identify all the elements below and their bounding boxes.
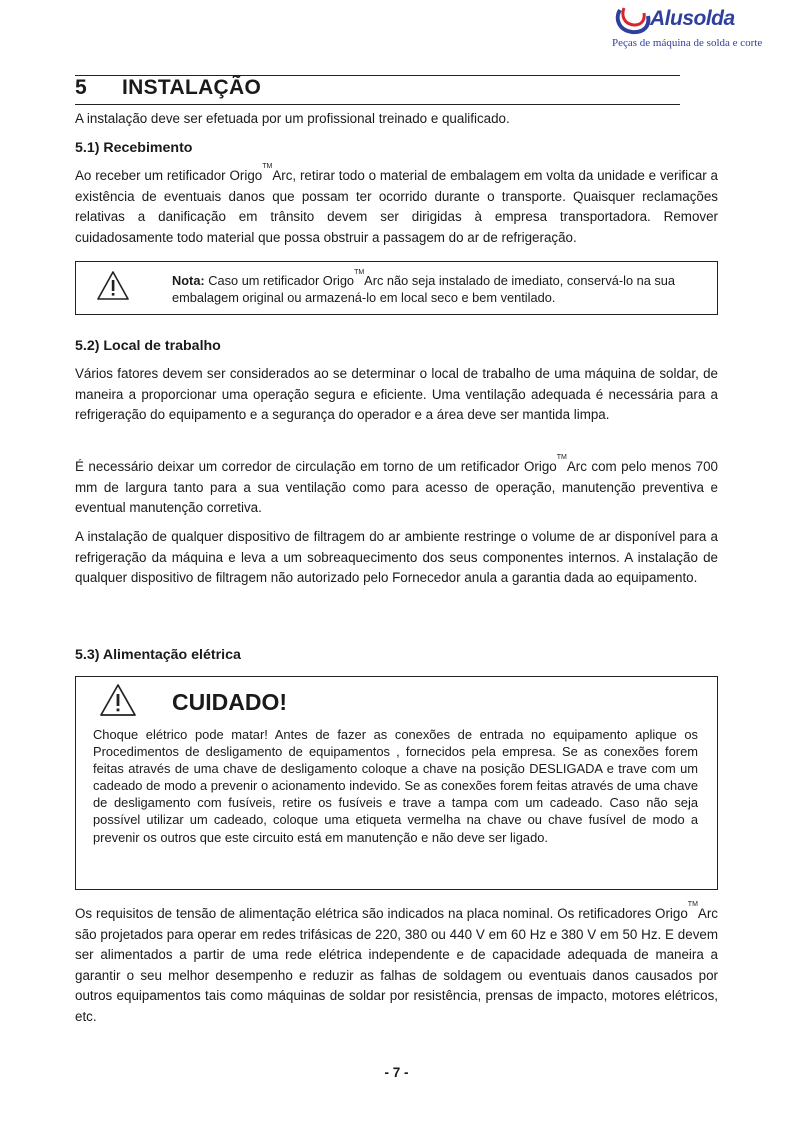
page-number: - 7 - <box>384 1065 409 1080</box>
caution-title: CUIDADO! <box>172 689 287 715</box>
caution-box <box>75 676 718 890</box>
section-intro: A instalação deve ser efetuada por um profissional treinado e qualificado. <box>75 111 510 126</box>
caution-text: Choque elétrico pode matar! Antes de fazer as conexões de entrada no equipamento aplique os Procedimentos de desligamento de equipamentos , fornecidos pela empresa. Se as conexões forem feitas através de uma chave de desligamento coloque a chave na posição DESLIGADA e trave com um cadeado de modo a prevenir o acionamento indevido. Se as conexões forem feitas através de uma chave de desligamento com fusíveis, retire os fusíveis e trave a tampa com um cadeado. Caso não seja possível utilizar um cadeado, coloque uma etiqueta vermelha na chave ou chave fusível de modo a prevenir os outros que este circuito está em manutenção e não deve ser ligado. <box>93 727 698 845</box>
section-number: 5 <box>75 76 87 99</box>
power-paragraph: Os requisitos de tensão de alimentação elétrica são indicados na placa nominal. Os retificadores Origo™Arc são projetados para operar em redes trifásicas de 220, 380 ou 440 V em 60 Hz e 380 V em 50 Hz. E devem ser alimentados a partir de uma rede elétrica independente e de capacidade adequada de maneira a garantir o seu melhor desempenho e reduzir as falhas de soldagem ou eventuais danos causados por outros equipamentos tais como máquinas de soldar por resistência, prensas de impacto, motores elétricos, etc. <box>75 901 718 1024</box>
warning-icon <box>96 270 130 302</box>
section-title: INSTALAÇÃO <box>122 76 262 99</box>
subsection-title-power: 5.3) Alimentação elétrica <box>75 647 241 663</box>
workplace-paragraph-3: A instalação de qualquer dispositivo de filtragem do ar ambiente restringe o volume de ar disponível para a refrigeração da máquina e leva a um sobreaquecimento dos seus componentes internos. A instalação de qualquer dispositivo de filtragem não autorizado pelo Fornecedor anula a garantia dada ao equipamento. <box>75 529 718 586</box>
subsection-title-workplace: 5.2) Local de trabalho <box>75 338 221 354</box>
company-logo <box>612 4 763 50</box>
warning-icon <box>99 683 137 718</box>
brand-name: Alusolda <box>650 7 735 30</box>
note-box <box>75 261 718 315</box>
section-heading <box>75 76 261 100</box>
workplace-paragraph-1: Vários fatores devem ser considerados ao se determinar o local de trabalho de uma máquina de soldar, de maneira a proporcionar uma operação segura e eficiente. Uma ventilação adequada é necessária para a refrigeração do equipamento e a segurança do operador e a área deve ser mantida limpa. <box>75 366 718 423</box>
logo-swoosh-icon <box>612 4 652 38</box>
heading-rule-bottom <box>75 104 680 105</box>
note-text: Nota: Caso um retificador Origo™Arc não seja instalado de imediato, conservá-lo na sua embalagem original ou armazená-lo em local seco e bem ventilado. <box>172 269 676 305</box>
workplace-paragraph-2: É necessário deixar um corredor de circulação em torno de um retificador Origo™Arc com pelo menos 700 mm de largura tanto para a sua ventilação como para acesso de operação, manutenção preventiva e eventual manutenção corretiva. <box>75 454 718 516</box>
brand-tagline: Peças de máquina de solda e corte <box>612 37 763 49</box>
subsection-title-receiving: 5.1) Recebimento <box>75 140 193 156</box>
receiving-paragraph: Ao receber um retificador Origo™Arc, retirar todo o material de embalagem em volta da unidade e verificar a existência de eventuais danos que possam ter ocorrido durante o transporte. Quaisquer reclamações relativas a danificação em trânsito devem ser dirigidas à empresa transportadora. Remover cuidadosamente todo material que possa obstruir a passagem do ar de refrigeração. <box>75 163 718 245</box>
